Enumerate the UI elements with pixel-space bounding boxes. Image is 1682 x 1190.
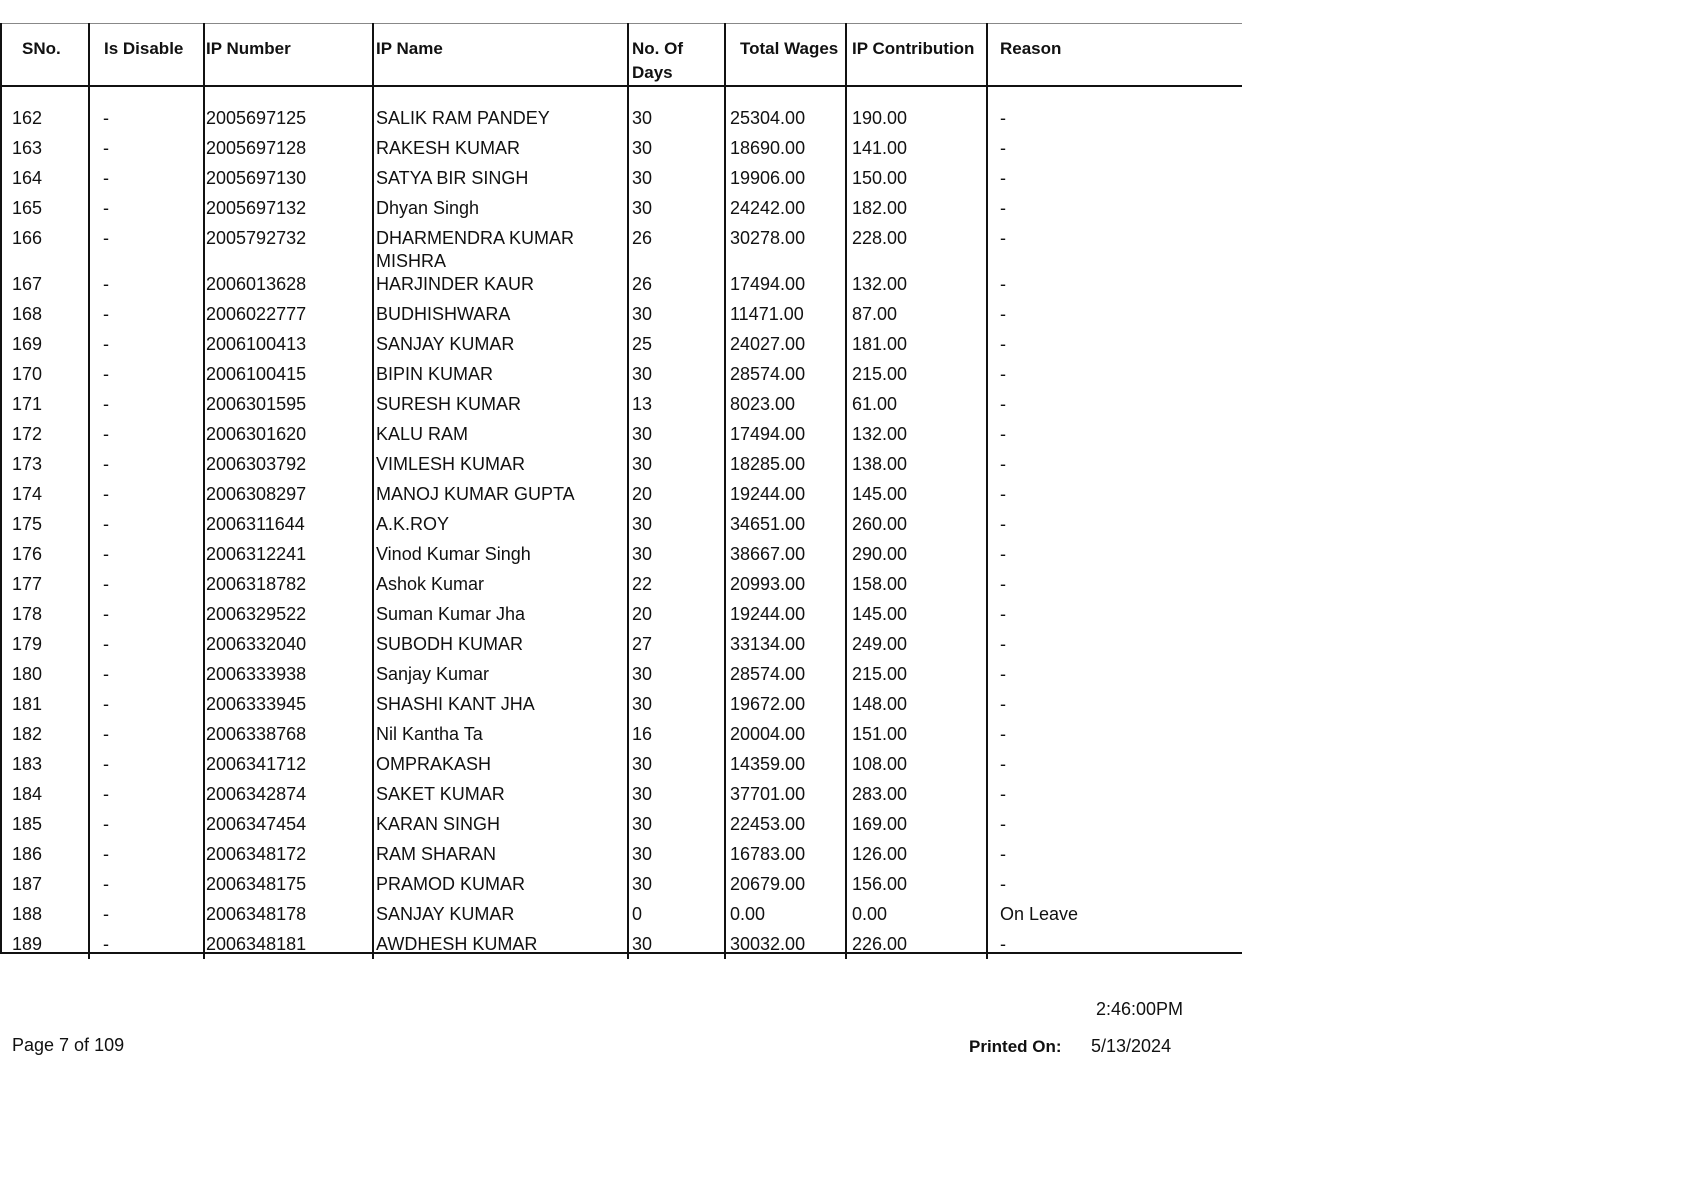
cell-days: 30 — [632, 784, 653, 804]
table-top-border — [0, 23, 1242, 24]
column-divider — [0, 23, 2, 954]
cell-sno: 189 — [12, 934, 43, 954]
cell-ip-number: 2006100415 — [206, 364, 307, 384]
cell-ip-name: KALU RAM — [376, 424, 469, 444]
cell-is-disable: - — [103, 904, 109, 924]
cell-ip-number: 2006348181 — [206, 934, 307, 954]
cell-is-disable: - — [103, 138, 109, 158]
cell-days: 30 — [632, 138, 653, 158]
cell-contribution: 148.00 — [852, 694, 908, 714]
cell-sno: 185 — [12, 814, 43, 834]
cell-wages: 19672.00 — [730, 694, 806, 714]
cell-is-disable: - — [103, 274, 109, 294]
cell-sno: 167 — [12, 274, 43, 294]
cell-days: 30 — [632, 814, 653, 834]
cell-reason: - — [1000, 934, 1006, 954]
cell-wages: 30278.00 — [730, 228, 806, 248]
cell-wages: 20004.00 — [730, 724, 806, 744]
cell-days: 30 — [632, 168, 653, 188]
cell-reason: - — [1000, 874, 1006, 894]
cell-ip-name: Suman Kumar Jha — [376, 604, 526, 624]
column-divider — [986, 23, 988, 959]
cell-is-disable: - — [103, 364, 109, 384]
cell-ip-number: 2006333945 — [206, 694, 307, 714]
printed-date: 5/13/2024 — [1091, 1036, 1172, 1056]
cell-reason: On Leave — [1000, 904, 1079, 924]
cell-reason: - — [1000, 754, 1006, 774]
cell-ip-number: 2005697130 — [206, 168, 307, 188]
cell-reason: - — [1000, 108, 1006, 128]
cell-contribution: 126.00 — [852, 844, 908, 864]
cell-wages: 18690.00 — [730, 138, 806, 158]
cell-sno: 164 — [12, 168, 43, 188]
cell-ip-name: HARJINDER KAUR — [376, 274, 535, 294]
cell-contribution: 150.00 — [852, 168, 908, 188]
cell-sno: 163 — [12, 138, 43, 158]
cell-ip-name: AWDHESH KUMAR — [376, 934, 538, 954]
cell-is-disable: - — [103, 484, 109, 504]
cell-ip-number: 2006301620 — [206, 424, 307, 444]
cell-days: 30 — [632, 664, 653, 684]
header-bottom-border — [0, 85, 1242, 87]
printed-on-label: Printed On: — [969, 1037, 1062, 1056]
cell-wages: 18285.00 — [730, 454, 806, 474]
cell-sno: 174 — [12, 484, 43, 504]
cell-contribution: 226.00 — [852, 934, 908, 954]
cell-sno: 179 — [12, 634, 43, 654]
cell-sno: 181 — [12, 694, 43, 714]
column-divider — [627, 23, 629, 959]
cell-ip-name: SANJAY KUMAR — [376, 904, 515, 924]
cell-ip-number: 2006312241 — [206, 544, 307, 564]
cell-days: 26 — [632, 274, 653, 294]
cell-sno: 173 — [12, 454, 43, 474]
cell-reason: - — [1000, 634, 1006, 654]
column-divider — [203, 23, 205, 959]
cell-contribution: 158.00 — [852, 574, 908, 594]
cell-ip-number: 2005697125 — [206, 108, 307, 128]
cell-wages: 0.00 — [730, 904, 766, 924]
cell-ip-name: BUDHISHWARA — [376, 304, 511, 324]
cell-is-disable: - — [103, 424, 109, 444]
cell-wages: 37701.00 — [730, 784, 806, 804]
cell-reason: - — [1000, 198, 1006, 218]
cell-wages: 33134.00 — [730, 634, 806, 654]
cell-wages: 17494.00 — [730, 424, 806, 444]
cell-ip-number: 2005697132 — [206, 198, 307, 218]
cell-reason: - — [1000, 784, 1006, 804]
cell-wages: 34651.00 — [730, 514, 806, 534]
cell-ip-name: SATYA BIR SINGH — [376, 168, 529, 188]
cell-wages: 30032.00 — [730, 934, 806, 954]
cell-reason: - — [1000, 168, 1006, 188]
cell-reason: - — [1000, 724, 1006, 744]
cell-sno: 176 — [12, 544, 43, 564]
cell-contribution: 249.00 — [852, 634, 908, 654]
cell-contribution: 181.00 — [852, 334, 908, 354]
cell-days: 20 — [632, 484, 653, 504]
cell-sno: 183 — [12, 754, 43, 774]
cell-sno: 166 — [12, 228, 43, 248]
cell-ip-number: 2006348175 — [206, 874, 307, 894]
cell-ip-number: 2006348172 — [206, 844, 307, 864]
cell-reason: - — [1000, 514, 1006, 534]
cell-ip-name: SURESH KUMAR — [376, 394, 522, 414]
cell-is-disable: - — [103, 874, 109, 894]
cell-reason: - — [1000, 454, 1006, 474]
cell-sno: 186 — [12, 844, 43, 864]
cell-ip-number: 2006341712 — [206, 754, 307, 774]
cell-is-disable: - — [103, 394, 109, 414]
cell-ip-name: Nil Kantha Ta — [376, 724, 483, 744]
cell-ip-number: 2006318782 — [206, 574, 307, 594]
cell-reason: - — [1000, 844, 1006, 864]
cell-is-disable: - — [103, 814, 109, 834]
cell-sno: 162 — [12, 108, 43, 128]
cell-days: 30 — [632, 844, 653, 864]
cell-days: 30 — [632, 874, 653, 894]
column-header-ip-name: IP Name — [376, 39, 443, 58]
cell-wages: 19906.00 — [730, 168, 806, 188]
cell-contribution: 283.00 — [852, 784, 908, 804]
column-header-is-disable: Is Disable — [104, 39, 184, 58]
cell-wages: 19244.00 — [730, 484, 806, 504]
cell-contribution: 87.00 — [852, 304, 898, 324]
cell-days: 25 — [632, 334, 653, 354]
cell-is-disable: - — [103, 574, 109, 594]
cell-ip-number: 2006333938 — [206, 664, 307, 684]
cell-days: 30 — [632, 108, 653, 128]
cell-sno: 169 — [12, 334, 43, 354]
cell-contribution: 182.00 — [852, 198, 908, 218]
cell-ip-name: DHARMENDRA KUMAR MISHRA — [376, 228, 575, 271]
cell-contribution: 132.00 — [852, 424, 908, 444]
cell-is-disable: - — [103, 228, 109, 248]
column-divider — [88, 23, 90, 959]
cell-reason: - — [1000, 274, 1006, 294]
cell-ip-number: 2006348178 — [206, 904, 307, 924]
cell-contribution: 290.00 — [852, 544, 908, 564]
cell-wages: 17494.00 — [730, 274, 806, 294]
cell-days: 30 — [632, 514, 653, 534]
cell-ip-number: 2006303792 — [206, 454, 307, 474]
cell-is-disable: - — [103, 754, 109, 774]
cell-ip-number: 2005697128 — [206, 138, 307, 158]
cell-ip-number: 2006308297 — [206, 484, 307, 504]
cell-ip-name: PRAMOD KUMAR — [376, 874, 526, 894]
column-header-wages: Total Wages — [740, 39, 839, 58]
cell-ip-name: SAKET KUMAR — [376, 784, 505, 804]
cell-reason: - — [1000, 364, 1006, 384]
cell-wages: 8023.00 — [730, 394, 796, 414]
cell-ip-name: Vinod Kumar Singh — [376, 544, 531, 564]
cell-contribution: 108.00 — [852, 754, 908, 774]
cell-reason: - — [1000, 394, 1006, 414]
cell-sno: 188 — [12, 904, 43, 924]
cell-reason: - — [1000, 574, 1006, 594]
cell-is-disable: - — [103, 844, 109, 864]
cell-reason: - — [1000, 694, 1006, 714]
cell-reason: - — [1000, 304, 1006, 324]
cell-is-disable: - — [103, 168, 109, 188]
cell-reason: - — [1000, 138, 1006, 158]
column-header-reason: Reason — [1000, 39, 1062, 58]
cell-ip-name: SALIK RAM PANDEY — [376, 108, 550, 128]
cell-days: 30 — [632, 754, 653, 774]
cell-is-disable: - — [103, 784, 109, 804]
cell-days: 30 — [632, 454, 653, 474]
cell-reason: - — [1000, 544, 1006, 564]
printed-time: 2:46:00PM — [1096, 999, 1184, 1019]
cell-days: 30 — [632, 934, 653, 954]
cell-contribution: 215.00 — [852, 364, 908, 384]
cell-is-disable: - — [103, 664, 109, 684]
cell-days: 30 — [632, 694, 653, 714]
cell-contribution: 260.00 — [852, 514, 908, 534]
cell-is-disable: - — [103, 514, 109, 534]
cell-ip-name: BIPIN KUMAR — [376, 364, 494, 384]
cell-contribution: 145.00 — [852, 604, 908, 624]
cell-contribution: 151.00 — [852, 724, 908, 744]
cell-sno: 170 — [12, 364, 43, 384]
cell-is-disable: - — [103, 634, 109, 654]
cell-ip-name: SHASHI KANT JHA — [376, 694, 535, 714]
cell-ip-name: RAM SHARAN — [376, 844, 497, 864]
cell-ip-number: 2006347454 — [206, 814, 307, 834]
column-header-days: No. Of Days — [632, 39, 683, 82]
cell-wages: 14359.00 — [730, 754, 806, 774]
cell-days: 22 — [632, 574, 653, 594]
table-bottom-border — [0, 952, 1242, 954]
cell-ip-name: OMPRAKASH — [376, 754, 492, 774]
cell-days: 20 — [632, 604, 653, 624]
cell-sno: 171 — [12, 394, 43, 414]
cell-ip-number: 2006100413 — [206, 334, 307, 354]
cell-sno: 175 — [12, 514, 43, 534]
column-header-sno: SNo. — [22, 39, 61, 58]
cell-reason: - — [1000, 228, 1006, 248]
column-divider — [845, 23, 847, 959]
cell-ip-number: 2006338768 — [206, 724, 307, 744]
cell-sno: 187 — [12, 874, 43, 894]
cell-wages: 28574.00 — [730, 364, 806, 384]
cell-is-disable: - — [103, 198, 109, 218]
cell-days: 30 — [632, 304, 653, 324]
cell-days: 0 — [632, 904, 643, 924]
cell-days: 30 — [632, 424, 653, 444]
cell-sno: 184 — [12, 784, 43, 804]
cell-is-disable: - — [103, 724, 109, 744]
cell-wages: 22453.00 — [730, 814, 806, 834]
cell-days: 30 — [632, 198, 653, 218]
cell-ip-number: 2006022777 — [206, 304, 307, 324]
cell-ip-number: 2006342874 — [206, 784, 307, 804]
cell-is-disable: - — [103, 934, 109, 954]
cell-contribution: 61.00 — [852, 394, 898, 414]
cell-ip-name: VIMLESH KUMAR — [376, 454, 526, 474]
cell-ip-name: SANJAY KUMAR — [376, 334, 515, 354]
cell-days: 16 — [632, 724, 653, 744]
cell-ip-number: 2006013628 — [206, 274, 307, 294]
cell-ip-name: RAKESH KUMAR — [376, 138, 521, 158]
column-divider — [724, 23, 726, 959]
cell-wages: 24242.00 — [730, 198, 806, 218]
cell-wages: 38667.00 — [730, 544, 806, 564]
column-divider — [372, 23, 374, 959]
cell-is-disable: - — [103, 334, 109, 354]
cell-ip-name: A.K.ROY — [376, 514, 450, 534]
cell-sno: 165 — [12, 198, 43, 218]
cell-is-disable: - — [103, 604, 109, 624]
cell-sno: 168 — [12, 304, 43, 324]
cell-ip-number: 2006301595 — [206, 394, 307, 414]
cell-contribution: 156.00 — [852, 874, 908, 894]
cell-is-disable: - — [103, 544, 109, 564]
cell-reason: - — [1000, 604, 1006, 624]
cell-reason: - — [1000, 814, 1006, 834]
cell-is-disable: - — [103, 454, 109, 474]
cell-wages: 19244.00 — [730, 604, 806, 624]
cell-is-disable: - — [103, 304, 109, 324]
cell-ip-number: 2006332040 — [206, 634, 307, 654]
cell-contribution: 228.00 — [852, 228, 908, 248]
cell-sno: 177 — [12, 574, 43, 594]
cell-contribution: 190.00 — [852, 108, 908, 128]
cell-wages: 25304.00 — [730, 108, 806, 128]
cell-ip-name: MANOJ KUMAR GUPTA — [376, 484, 575, 504]
cell-sno: 180 — [12, 664, 43, 684]
cell-ip-number: 2006311644 — [206, 514, 305, 534]
cell-days: 26 — [632, 228, 653, 248]
cell-wages: 16783.00 — [730, 844, 806, 864]
cell-reason: - — [1000, 334, 1006, 354]
cell-reason: - — [1000, 664, 1006, 684]
page-number: Page 7 of 109 — [12, 1035, 125, 1055]
cell-days: 13 — [632, 394, 653, 414]
cell-reason: - — [1000, 484, 1006, 504]
cell-contribution: 132.00 — [852, 274, 908, 294]
cell-sno: 178 — [12, 604, 43, 624]
cell-wages: 24027.00 — [730, 334, 806, 354]
cell-days: 30 — [632, 364, 653, 384]
cell-contribution: 0.00 — [852, 904, 888, 924]
cell-contribution: 145.00 — [852, 484, 908, 504]
cell-reason: - — [1000, 424, 1006, 444]
cell-sno: 182 — [12, 724, 43, 744]
cell-wages: 11471.00 — [730, 304, 804, 324]
cell-contribution: 215.00 — [852, 664, 908, 684]
cell-ip-name: SUBODH KUMAR — [376, 634, 524, 654]
cell-wages: 20993.00 — [730, 574, 806, 594]
cell-days: 27 — [632, 634, 653, 654]
cell-is-disable: - — [103, 108, 109, 128]
cell-contribution: 169.00 — [852, 814, 908, 834]
column-header-ip-number: IP Number — [206, 39, 291, 58]
column-header-contribution: IP Contribution — [852, 39, 975, 58]
cell-wages: 28574.00 — [730, 664, 806, 684]
cell-ip-name: Ashok Kumar — [376, 574, 485, 594]
cell-ip-name: Dhyan Singh — [376, 198, 480, 218]
cell-ip-number: 2006329522 — [206, 604, 307, 624]
cell-wages: 20679.00 — [730, 874, 806, 894]
cell-contribution: 138.00 — [852, 454, 908, 474]
cell-is-disable: - — [103, 694, 109, 714]
cell-contribution: 141.00 — [852, 138, 908, 158]
cell-ip-name: Sanjay Kumar — [376, 664, 490, 684]
cell-days: 30 — [632, 544, 653, 564]
cell-ip-number: 2005792732 — [206, 228, 307, 248]
cell-ip-name: KARAN SINGH — [376, 814, 501, 834]
cell-sno: 172 — [12, 424, 43, 444]
